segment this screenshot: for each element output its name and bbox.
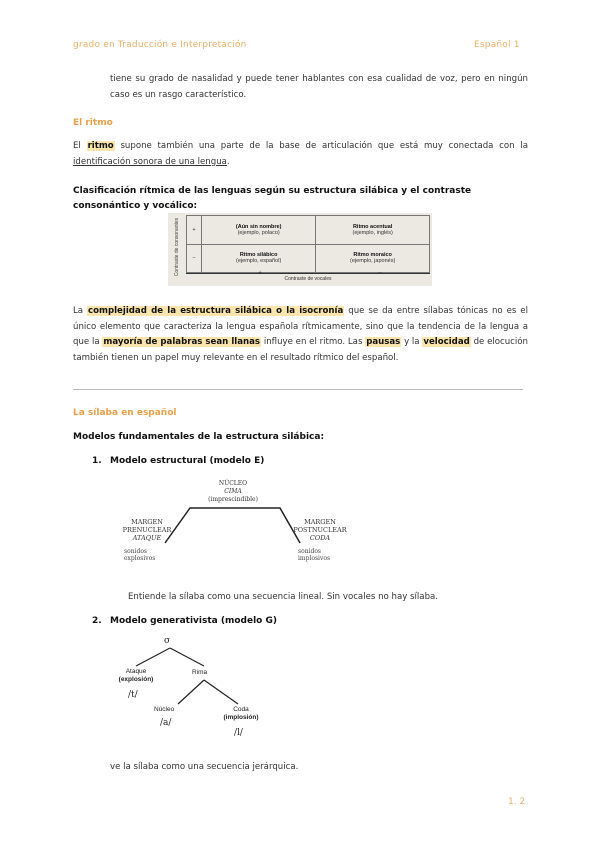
postnuclear-margin-label: MARGEN POSTNUCLEAR CODA <box>293 518 347 542</box>
rhyme-node: Rima <box>192 669 208 676</box>
rhythm-table-figure <box>168 213 432 286</box>
cell-stress-timed: Ritmo acentual (ejemplo, inglés) <box>316 216 430 245</box>
model-1-description: Entiende la sílaba como una secuencia lineal. Sin vocales no hay sílaba. <box>128 592 439 602</box>
silaba-title: La sílaba en español <box>73 408 177 418</box>
ritmo-title: El ritmo <box>73 118 113 128</box>
ritmo-paragraph-2: La complejidad de la estructura silábica o la isocronía que se da entre sílabas tónicas no es el único elemento que caracteriza la lengua española rítmicamente, sino que la tendencia de la lengua a que la mayoría de palabras sean llanas influye en el ritmo. Las pausas y la velocidad de elocución también tienen un papel muy relevante en el resultado rítmico del español. <box>73 306 528 363</box>
model-g-lines <box>108 636 278 742</box>
model-g-diagram <box>108 636 278 742</box>
onset-node: Ataque (explosión) <box>118 668 154 683</box>
model-1-number: 1. <box>92 456 102 466</box>
prenuclear-margin-label: MARGEN PRENUCLEAR ATAQUE <box>122 518 172 542</box>
row-plus: + <box>187 216 202 245</box>
silaba-subtitle: Modelos fundamentales de la estructura silábica: <box>73 432 325 442</box>
nucleus-label: NÚCLEO CIMA (imprescindible) <box>208 480 258 503</box>
model-2-title: Modelo generativista (modelo G) <box>110 616 277 626</box>
col-plus: + <box>258 270 263 276</box>
header-right: Español 1 <box>474 40 520 50</box>
implosive-sounds-label: sonidos implosivos <box>298 548 331 562</box>
ritmo-subtitle: Clasificación rítmica de las lenguas según su estructura silábica y el contraste consonántico y vocálico: <box>73 186 472 211</box>
cell-mora-timed: Ritmo moraico (ejemplo, japonés) <box>316 244 430 273</box>
col-minus: − <box>378 270 383 276</box>
row-axis-label: Contraste de consonantes <box>174 217 180 277</box>
nucleus-phoneme: /a/ <box>160 718 172 728</box>
nucleus-node: Núcleo <box>154 706 175 713</box>
intro-paragraph: tiene su grado de nasalidad y puede tener hablantes con esa cualidad de voz, pero en ningún caso es un rasgo característico. <box>110 74 528 100</box>
cell-unnamed: (Aún sin nombre) (ejemplo, polaco) <box>202 216 316 245</box>
syllable-node: σ <box>164 636 171 646</box>
ritmo-paragraph-1: El ritmo supone también una parte de la base de articulación que está muy conectada con la identificación sonora de una lengua. <box>73 141 528 167</box>
col-axis-label: Contraste de vocales <box>284 276 332 282</box>
model-2-number: 2. <box>92 616 102 626</box>
row-minus: − <box>187 244 202 273</box>
cell-syllable-timed: Ritmo silábico (ejemplo, español) <box>202 244 316 273</box>
model-e-diagram <box>110 478 360 574</box>
header-left: grado en Traducción e Interpretación <box>73 40 247 50</box>
onset-phoneme: /t/ <box>128 690 138 700</box>
coda-phoneme: /l/ <box>234 728 243 738</box>
model-2-description: ve la sílaba como una secuencia jerárquica. <box>110 762 299 772</box>
coda-node: Coda (implosión) <box>223 706 259 721</box>
section-divider <box>73 389 523 390</box>
page-number: 1. 2 <box>508 797 526 807</box>
explosive-sounds-label: sonidos explosivos <box>124 548 156 562</box>
rhythm-table <box>186 215 430 273</box>
model-1-title: Modelo estructural (modelo E) <box>110 456 265 466</box>
